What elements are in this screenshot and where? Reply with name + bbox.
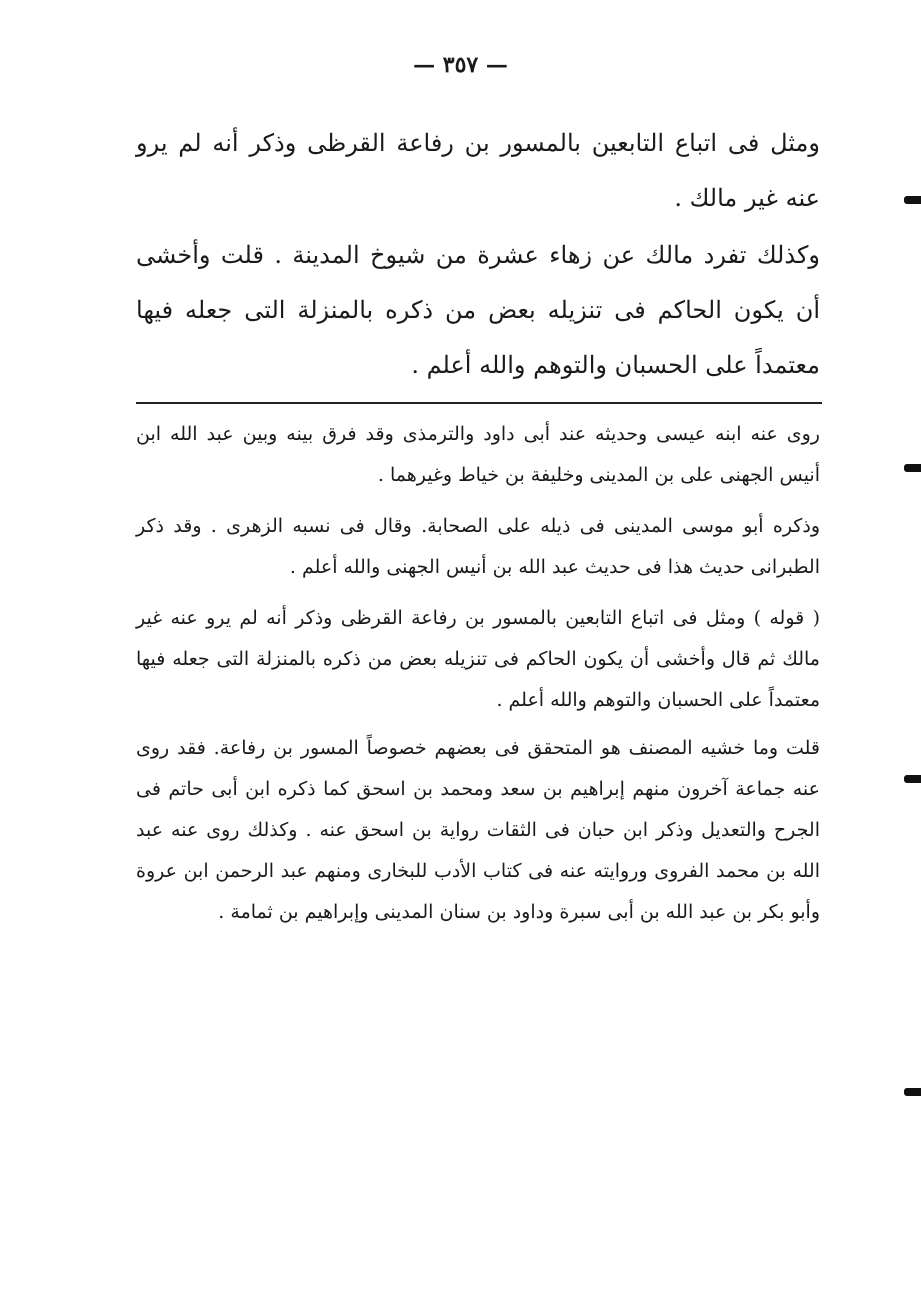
footnote-text: روى عنه ابنه عيسى وحديثه عند أبى داود والترمذى وقد فرق بينه وبين عبد الله ابن أنيس الجهنى على بن المدينى وخليفة بن خياط وغيرهما . xyxy=(136,423,820,486)
footnote-text: قلت وما خشيه المصنف هو المتحقق فى بعضهم خصوصاً المسور بن رفاعة. فقد روى عنه جماعة آخرون منهم إبراهيم بن سعد ومحمد بن اسحق كما ذكره ابن أبى حاتم فى الجرح والتعديل وذكر ابن حبان فى الثقات رواية بن اسحق عنه . وكذلك روى عنه عبد الله بن محمد الفروى وروايته عنه فى كتاب الأدب للبخارى ومنهم عبد الرحمن ابن عروة وأبو بكر بن عبد الله بن أبى سبرة وداود بن سنان المدينى وإبراهيم بن ثمامة . xyxy=(136,737,820,923)
footnote-text: ( قوله ) ومثل فى اتباع التابعين بالمسور بن رفاعة القرظى وذكر أنه لم يرو عنه غير مالك ثم قال وأخشى أن يكون الحاكم فى تنزيله بعض من ذكره بالمنزلة التى جعله فيها معتمداً على الحسبان والتوهم والله أعلم . xyxy=(136,607,820,711)
main-paragraph-text: ومثل فى اتباع التابعين بالمسور بن رفاعة القرظى وذكر أنه لم يرو عنه غير مالك . xyxy=(136,129,820,212)
page-number: — ۳٥۷ — xyxy=(413,52,508,78)
binding-mark xyxy=(904,464,921,472)
footnote-paragraph xyxy=(136,598,820,721)
footnote-text: وذكره أبو موسى المدينى فى ذيله على الصحابة. وقال فى نسبه الزهرى . وقد ذكر الطبرانى حديث هذا فى حديث عبد الله بن أنيس الجهنى والله أعلم . xyxy=(136,515,820,578)
main-paragraph xyxy=(136,116,820,226)
footnote-paragraph xyxy=(136,506,820,588)
binding-mark xyxy=(904,1088,921,1096)
binding-mark xyxy=(904,775,921,783)
binding-mark xyxy=(904,196,921,204)
main-paragraph-text: وكذلك تفرد مالك عن زهاء عشرة من شيوخ المدينة . قلت وأخشى أن يكون الحاكم فى تنزيله بعض من ذكره بالمنزلة التى جعله فيها معتمداً على الحسبان والتوهم والله أعلم . xyxy=(136,241,820,379)
footnote-divider xyxy=(136,402,822,404)
footnote-paragraph xyxy=(136,414,820,496)
footnote-paragraph xyxy=(136,728,820,933)
main-paragraph xyxy=(136,228,820,393)
